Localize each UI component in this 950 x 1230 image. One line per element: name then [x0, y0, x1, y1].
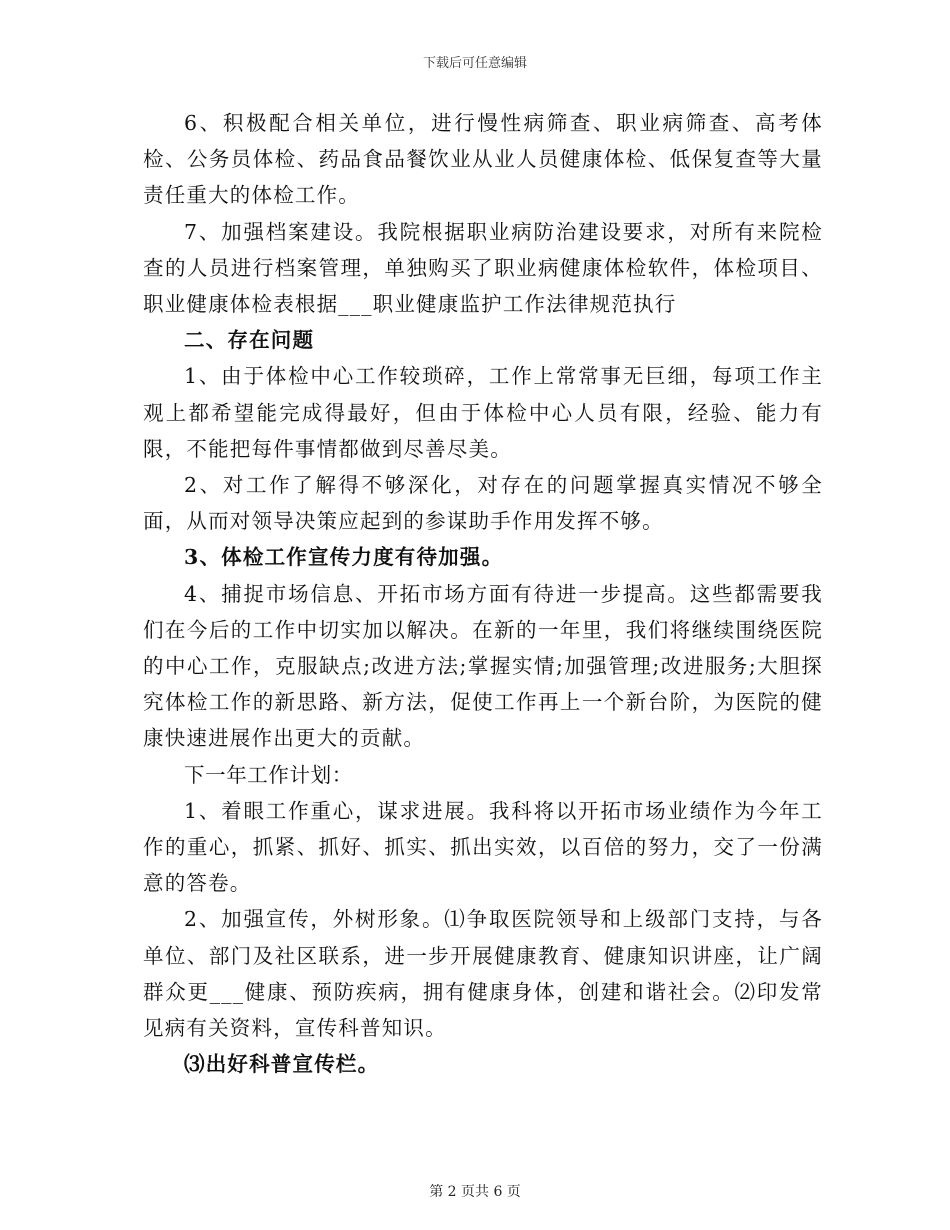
paragraph-item-7: 7、加强档案建设。我院根据职业病防治建设要求，对所有来院检查的人员进行档案管理，单独购买了职业病健康体检软件，体检项目、职业健康体检表根据___职业健康监护工作法律规范执行 [143, 219, 823, 317]
paragraph-item-6: 6、积极配合相关单位，进行慢性病筛查、职业病筛查、高考体检、公务员体检、药品食品餐饮业从业人员健康体检、低保复查等大量责任重大的体检工作。 [143, 111, 823, 208]
plan-item-3-sub: ⑶出好科普宣传栏。 [184, 1052, 380, 1077]
page-header: 下载后可任意编辑 [422, 56, 527, 71]
page-footer: 第 2 页共 6 页 [429, 1184, 521, 1200]
problem-item-2: 2、对工作了解得不够深化，对存在的问题掌握真实情况不够全面，从而对领导决策应起到的参谋助手作用发挥不够。 [143, 473, 823, 534]
section-heading-problems: 二、存在问题 [184, 328, 315, 353]
plan-item-2: 2、加强宣传，外树形象。⑴争取医院领导和上级部门支持，与各单位、部门及社区联系，进一步开展健康教育、健康知识讲座，让广阔群众更___健康、预防疾病，拥有健康身体，创建和谐社会。⑵印发常见病有关资料，宣传科普知识。 [143, 907, 823, 1041]
problem-item-3: 3、体检工作宣传力度有待加强。 [184, 545, 504, 570]
problem-item-4: 4、捕捉市场信息、开拓市场方面有待进一步提高。这些都需要我们在今后的工作中切实加以解决。在新的一年里，我们将继续围绕医院的中心工作，克服缺点;改进方法;掌握实情;加强管理;改进服务;大胆探究体检工作的新思路、新方法，促使工作再上一个新台阶，为医院的健康快速进展作出更大的贡献。 [143, 581, 823, 751]
problem-item-1: 1、由于体检中心工作较琐碎，工作上常常事无巨细，每项工作主观上都希望能完成得最好，但由于体检中心人员有限，经验、能力有限，不能把每件事情都做到尽善尽美。 [143, 364, 823, 461]
plan-item-1: 1、着眼工作重心，谋求进展。我科将以开拓市场业绩作为今年工作的重心，抓紧、抓好、抓实、抓出实效，以百倍的努力，交了一份满意的答卷。 [143, 798, 823, 896]
document-body [143, 105, 823, 1082]
next-year-plan-title: 下一年工作计划： [184, 762, 353, 787]
